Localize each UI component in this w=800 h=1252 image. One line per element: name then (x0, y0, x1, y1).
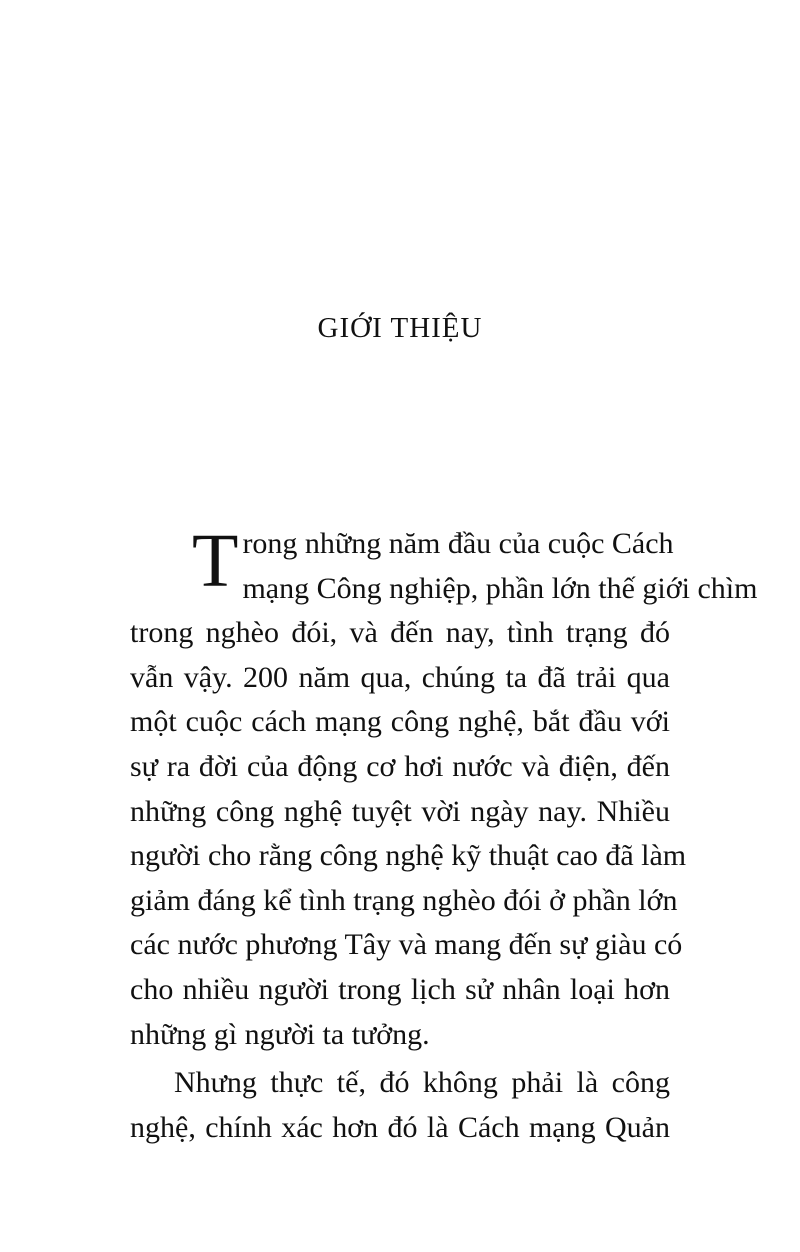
text-line: Nhưng thực tế, đó không phải là công (174, 1066, 670, 1100)
chapter-title: GIỚI THIỆU (317, 312, 483, 344)
paragraph-2 (130, 1061, 670, 1150)
text-line: một cuộc cách mạng công nghệ, bắt đầu với (130, 705, 670, 739)
text-line: những gì người ta tưởng. (130, 1017, 430, 1051)
text-line: các nước phương Tây và mang đến sự giàu có (130, 928, 683, 962)
text-line: mạng Công nghiệp, phần lớn thế giới chìm (242, 571, 758, 605)
text-line: nghệ, chính xác hơn đó là Cách mạng Quản (130, 1110, 670, 1144)
paragraph-1 (130, 519, 758, 1057)
text-line: cho nhiều người trong lịch sử nhân loại hơn (130, 972, 670, 1006)
text-line: rong những năm đầu của cuộc Cách (242, 527, 674, 560)
text-line: vẫn vậy. 200 năm qua, chúng ta đã trải qua (130, 660, 670, 694)
text-line: sự ra đời của động cơ hơi nước và điện, đến (130, 749, 670, 783)
drop-cap: T (192, 519, 239, 603)
text-line: người cho rằng công nghệ kỹ thuật cao đã làm (130, 839, 687, 873)
text-line: trong nghèo đói, và đến nay, tình trạng đó (130, 616, 670, 650)
body-text (130, 519, 758, 1150)
text-line: giảm đáng kể tình trạng nghèo đói ở phần lớn (130, 883, 678, 917)
text-line: những công nghệ tuyệt vời ngày nay. Nhiều (130, 794, 670, 828)
